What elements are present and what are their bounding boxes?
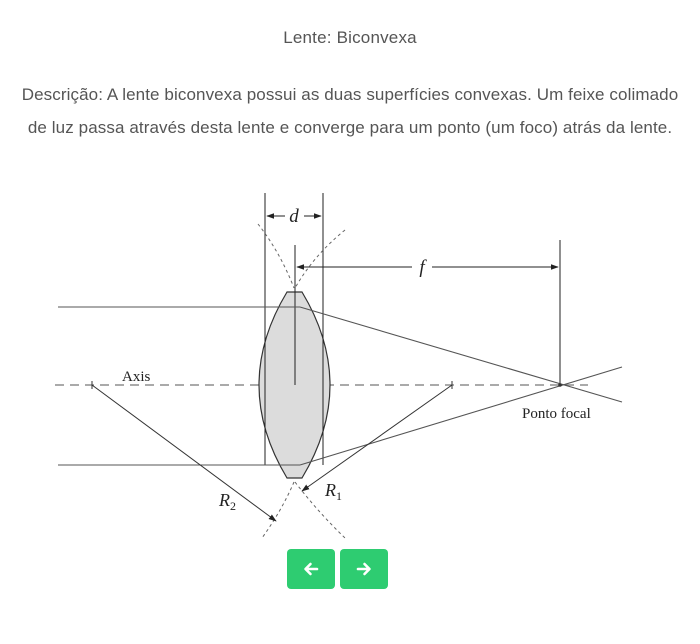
label-f: f [419, 257, 425, 278]
next-button[interactable] [340, 549, 388, 589]
previous-button[interactable] [287, 549, 335, 589]
label-r2: $R_2$ [219, 490, 236, 513]
surface-arc-upper-right [295, 230, 345, 288]
radius-r2-line [92, 385, 276, 521]
focal-point-dot [558, 383, 562, 387]
label-axis: Axis [122, 369, 151, 385]
label-r1-subscript: 1 [336, 489, 342, 503]
label-d: d [289, 206, 299, 227]
page-title: Lente: Biconvexa [283, 28, 417, 47]
refracted-ray-top [300, 307, 622, 402]
label-focal-point: Ponto focal [522, 406, 591, 422]
lens-description: Descrição: A lente biconvexa possui as duas superfícies convexas. Um feixe colimado de luz passa através desta lente e converge para um ponto (um foco) atrás da lente. [21, 85, 679, 137]
surface-arc-upper-left [258, 224, 294, 288]
arrow-left-icon [302, 560, 320, 578]
label-r2-subscript: 2 [230, 499, 236, 513]
arrow-right-icon [355, 560, 373, 578]
label-r1: $R_1$ [325, 480, 342, 503]
surface-arc-lower-left [262, 482, 294, 538]
